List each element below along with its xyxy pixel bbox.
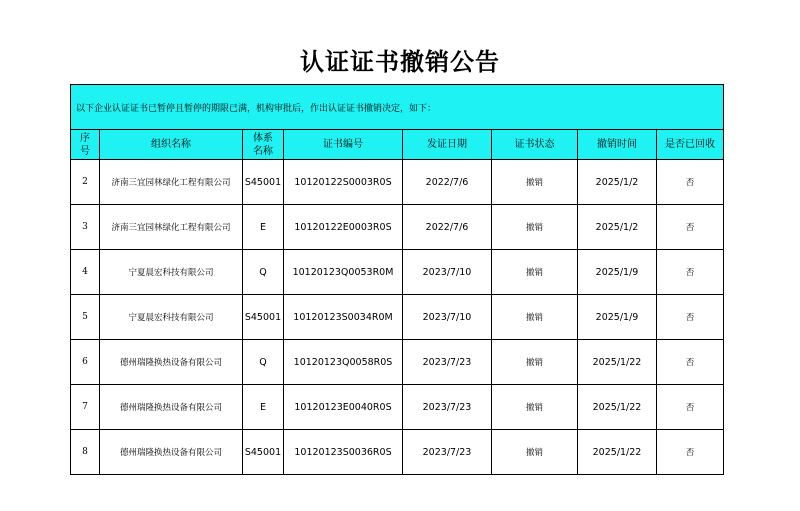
cell-recovered: 否 [657, 160, 724, 205]
cell-cert-no: 10120123S0036R0S [284, 430, 403, 475]
cell-seq: 6 [71, 340, 100, 385]
cell-revoke-time: 2025/1/2 [578, 160, 657, 205]
table-row [71, 295, 724, 340]
table-row [71, 430, 724, 475]
table-row [71, 160, 724, 205]
cell-issue-date: 2022/7/6 [403, 160, 492, 205]
cell-system: S45001 [243, 295, 284, 340]
header-status: 证书状态 [492, 130, 578, 160]
cell-status: 撤销 [492, 430, 578, 475]
cell-issue-date: 2023/7/10 [403, 250, 492, 295]
cell-recovered: 否 [657, 385, 724, 430]
cell-org: 济南三宜园林绿化工程有限公司 [100, 205, 243, 250]
cell-revoke-time: 2025/1/22 [578, 340, 657, 385]
cell-org: 宁夏晨宏科技有限公司 [100, 250, 243, 295]
cell-seq: 7 [71, 385, 100, 430]
cell-system: E [243, 205, 284, 250]
cell-org: 德州瑞隆换热设备有限公司 [100, 340, 243, 385]
cell-seq: 4 [71, 250, 100, 295]
cell-recovered: 否 [657, 295, 724, 340]
cell-seq: 5 [71, 295, 100, 340]
cell-recovered: 否 [657, 430, 724, 475]
notice-row [71, 85, 724, 130]
cell-cert-no: 10120123Q0058R0S [284, 340, 403, 385]
cell-issue-date: 2022/7/6 [403, 205, 492, 250]
cell-seq: 3 [71, 205, 100, 250]
cell-cert-no: 10120122S0003R0S [284, 160, 403, 205]
cell-org: 宁夏晨宏科技有限公司 [100, 295, 243, 340]
cell-issue-date: 2023/7/23 [403, 385, 492, 430]
header-recovered: 是否已回收 [657, 130, 724, 160]
header-org: 组织名称 [100, 130, 243, 160]
header-cert-no: 证书编号 [284, 130, 403, 160]
header-revoke-time: 撤销时间 [578, 130, 657, 160]
cell-revoke-time: 2025/1/9 [578, 250, 657, 295]
table-row [71, 385, 724, 430]
cell-cert-no: 10120123S0034R0M [284, 295, 403, 340]
notice-text: 以下企业认证证书已暂停且暂停的期限已满，机构审批后，作出认证证书撤销决定，如下： [71, 85, 724, 130]
cell-cert-no: 10120123E0040R0S [284, 385, 403, 430]
header-system: 体系 名称 [243, 130, 284, 160]
header-seq: 序 号 [71, 130, 100, 160]
cell-org: 德州瑞隆换热设备有限公司 [100, 385, 243, 430]
page-title: 认证证书撤销公告 [300, 47, 500, 76]
cell-revoke-time: 2025/1/9 [578, 295, 657, 340]
table-row [71, 340, 724, 385]
cell-system: Q [243, 250, 284, 295]
cell-org: 德州瑞隆换热设备有限公司 [100, 430, 243, 475]
cell-seq: 2 [71, 160, 100, 205]
cell-recovered: 否 [657, 205, 724, 250]
cell-status: 撤销 [492, 295, 578, 340]
cell-system: Q [243, 340, 284, 385]
cell-system: S45001 [243, 160, 284, 205]
cell-cert-no: 10120122E0003R0S [284, 205, 403, 250]
header-row [71, 130, 724, 160]
cell-cert-no: 10120123Q0053R0M [284, 250, 403, 295]
cell-issue-date: 2023/7/23 [403, 430, 492, 475]
cell-revoke-time: 2025/1/22 [578, 430, 657, 475]
cell-seq: 8 [71, 430, 100, 475]
cell-recovered: 否 [657, 250, 724, 295]
header-issue-date: 发证日期 [403, 130, 492, 160]
cell-revoke-time: 2025/1/22 [578, 385, 657, 430]
cell-status: 撤销 [492, 205, 578, 250]
table-row [71, 250, 724, 295]
cell-status: 撤销 [492, 385, 578, 430]
cell-status: 撤销 [492, 340, 578, 385]
revocation-table [70, 84, 724, 475]
cell-system: S45001 [243, 430, 284, 475]
cell-status: 撤销 [492, 250, 578, 295]
cell-issue-date: 2023/7/23 [403, 340, 492, 385]
cell-revoke-time: 2025/1/2 [578, 205, 657, 250]
cell-status: 撤销 [492, 160, 578, 205]
table-row [71, 205, 724, 250]
cell-system: E [243, 385, 284, 430]
cell-org: 济南三宜园林绿化工程有限公司 [100, 160, 243, 205]
cell-recovered: 否 [657, 340, 724, 385]
cell-issue-date: 2023/7/10 [403, 295, 492, 340]
